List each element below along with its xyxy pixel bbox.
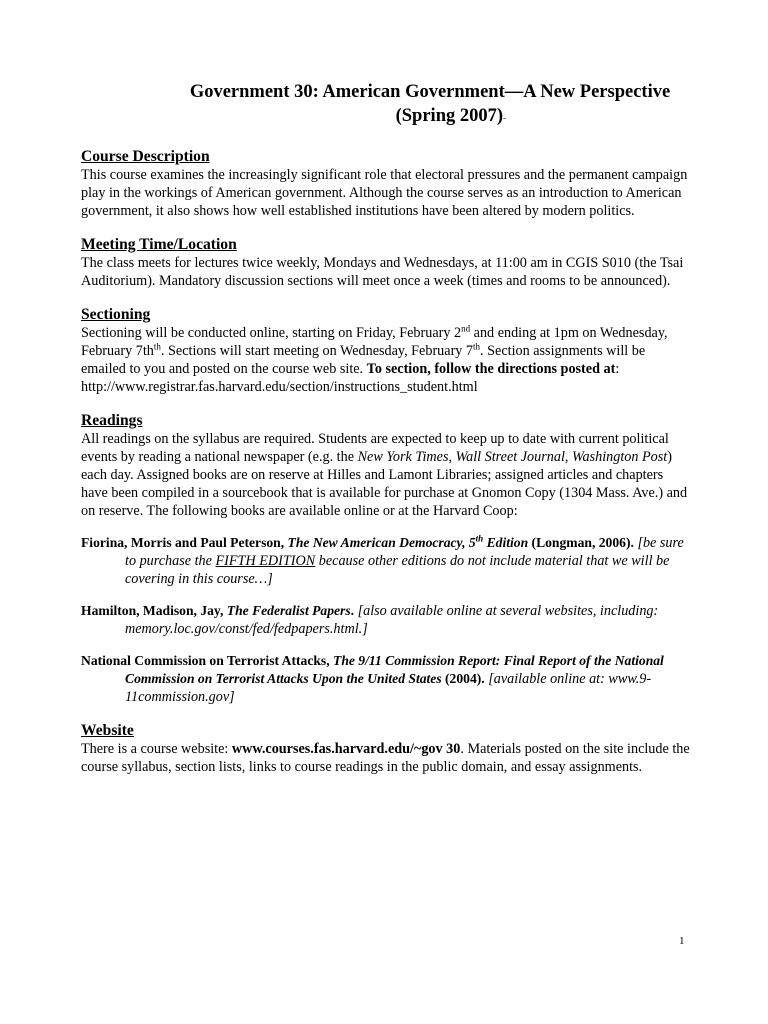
book-publication: (Longman, 2006). [528,535,634,550]
readings-text [81,430,691,520]
meeting-text: The class meets for lectures twice weekly, Mondays and Wednesdays, at 11:00 am in CGIS S010 (the Tsai Auditorium). Mandatory discussion sections will meet once a week (times and rooms to be announced). [81,255,684,289]
sectioning-text [81,324,691,396]
readings-text-2: ) each day. Assigned books are on reserve at Hilles and Lamont Libraries; assigned articles and chapters have been compiled in a sourcebook that is available for purchase at Gnomon Copy (1304 Mass. Ave.) and on reserve. The following books are available online or at the Harvard Coop: [81,449,688,519]
website-url: www.courses.fas.harvard.edu/~gov 30 [231,741,461,757]
sectioning-heading: Sectioning [81,306,151,323]
book-title: The 9/11 Commission Report: Final Report of the National Commission on Terrorist Attacks Upon the United States [125,653,664,686]
book-authors: Hamilton, Madison, Jay, [81,603,227,618]
sectioning-text-3: . Sections will start meeting on Wednesday, February 7 [160,343,474,359]
sectioning-section [81,306,691,396]
course-description-text: This course examines the increasingly significant role that electoral pressures and the permanent campaign play in the workings of American government. Although the course serves as an introduction to American government, it also shows how well established institutions have been altered by modern politics. [81,167,688,219]
book-entry-federalist [81,602,691,638]
book-authors: Fiorina, Morris and Paul Peterson, [81,535,288,550]
sectioning-text-4: . Section assignments will be emailed to you and posted on the course web site. [81,343,646,377]
sectioning-instruction: To section, follow the directions posted at [366,361,616,377]
book-title-end: Edition [483,535,529,550]
sectioning-sup-3: th [473,341,481,352]
title-line-1: Government 30: American Government—A New Perspective [189,82,671,102]
course-description-heading: Course Description [81,148,210,165]
meeting-section [81,236,691,290]
book-note: [available online at: www.9-11commission.gov] [125,671,652,705]
website-section [81,722,691,776]
website-text-2: . Materials posted on the site include the course syllabus, section lists, links to course readings in the public domain, and essay assignments. [81,741,690,775]
sectioning-sup-1: nd [461,323,471,334]
book-title-text: The New American Democracy, 5 [287,535,476,550]
book-title-sup: th [475,533,484,544]
course-description-section [81,148,691,220]
newspaper-wp: Washington Post [571,449,668,465]
book-entry-fiorina [81,534,691,588]
newspaper-wsj: Wall Street Journal [455,449,565,465]
book-publication: (2004). [441,671,485,686]
readings-heading: Readings [81,412,143,429]
title-mark: - [503,113,507,124]
document-title [81,80,691,131]
sectioning-text-1: Sectioning will be conducted online, starting on Friday, February 2 [81,325,462,341]
book-note-text-1: [be sure to purchase the [125,535,684,569]
website-text [81,740,691,776]
title-term: (Spring 2007) [395,106,504,126]
syllabus-page [81,80,691,792]
book-publication: . [350,603,355,618]
website-heading: Website [81,722,134,739]
book-title [288,535,529,550]
readings-text-1: All readings on the syllabus are required. Students are expected to keep up to date with current political events by reading a national newspaper (e.g. the [81,431,669,465]
newspaper-nyt: New York Times [357,449,449,465]
book-note: [also available online at several websites, including: memory.loc.gov/const/fed/fedpapers.html.] [125,603,659,637]
meeting-heading: Meeting Time/Location [81,236,237,253]
sectioning-url: : http://www.registrar.fas.harvard.edu/section/instructions_student.html [81,361,620,395]
readings-sep-2: , [564,449,572,465]
title-line-2 [81,104,691,131]
page-number: 1 [679,935,685,947]
sectioning-text-2: and ending at 1pm on Wednesday, February 7th [81,325,668,359]
book-authors: National Commission on Terrorist Attacks, [81,653,334,668]
book-title: The Federalist Papers [226,603,351,618]
book-note-underlined: FIFTH EDITION [215,553,316,569]
book-entry-911-report [81,652,691,706]
book-note-text-2: because other editions do not include material that we will be covering in this course…] [125,553,670,587]
website-text-1: There is a course website: [81,741,232,757]
readings-section [81,412,691,706]
sectioning-sup-2: th [153,341,161,352]
readings-sep-1: , [448,449,456,465]
